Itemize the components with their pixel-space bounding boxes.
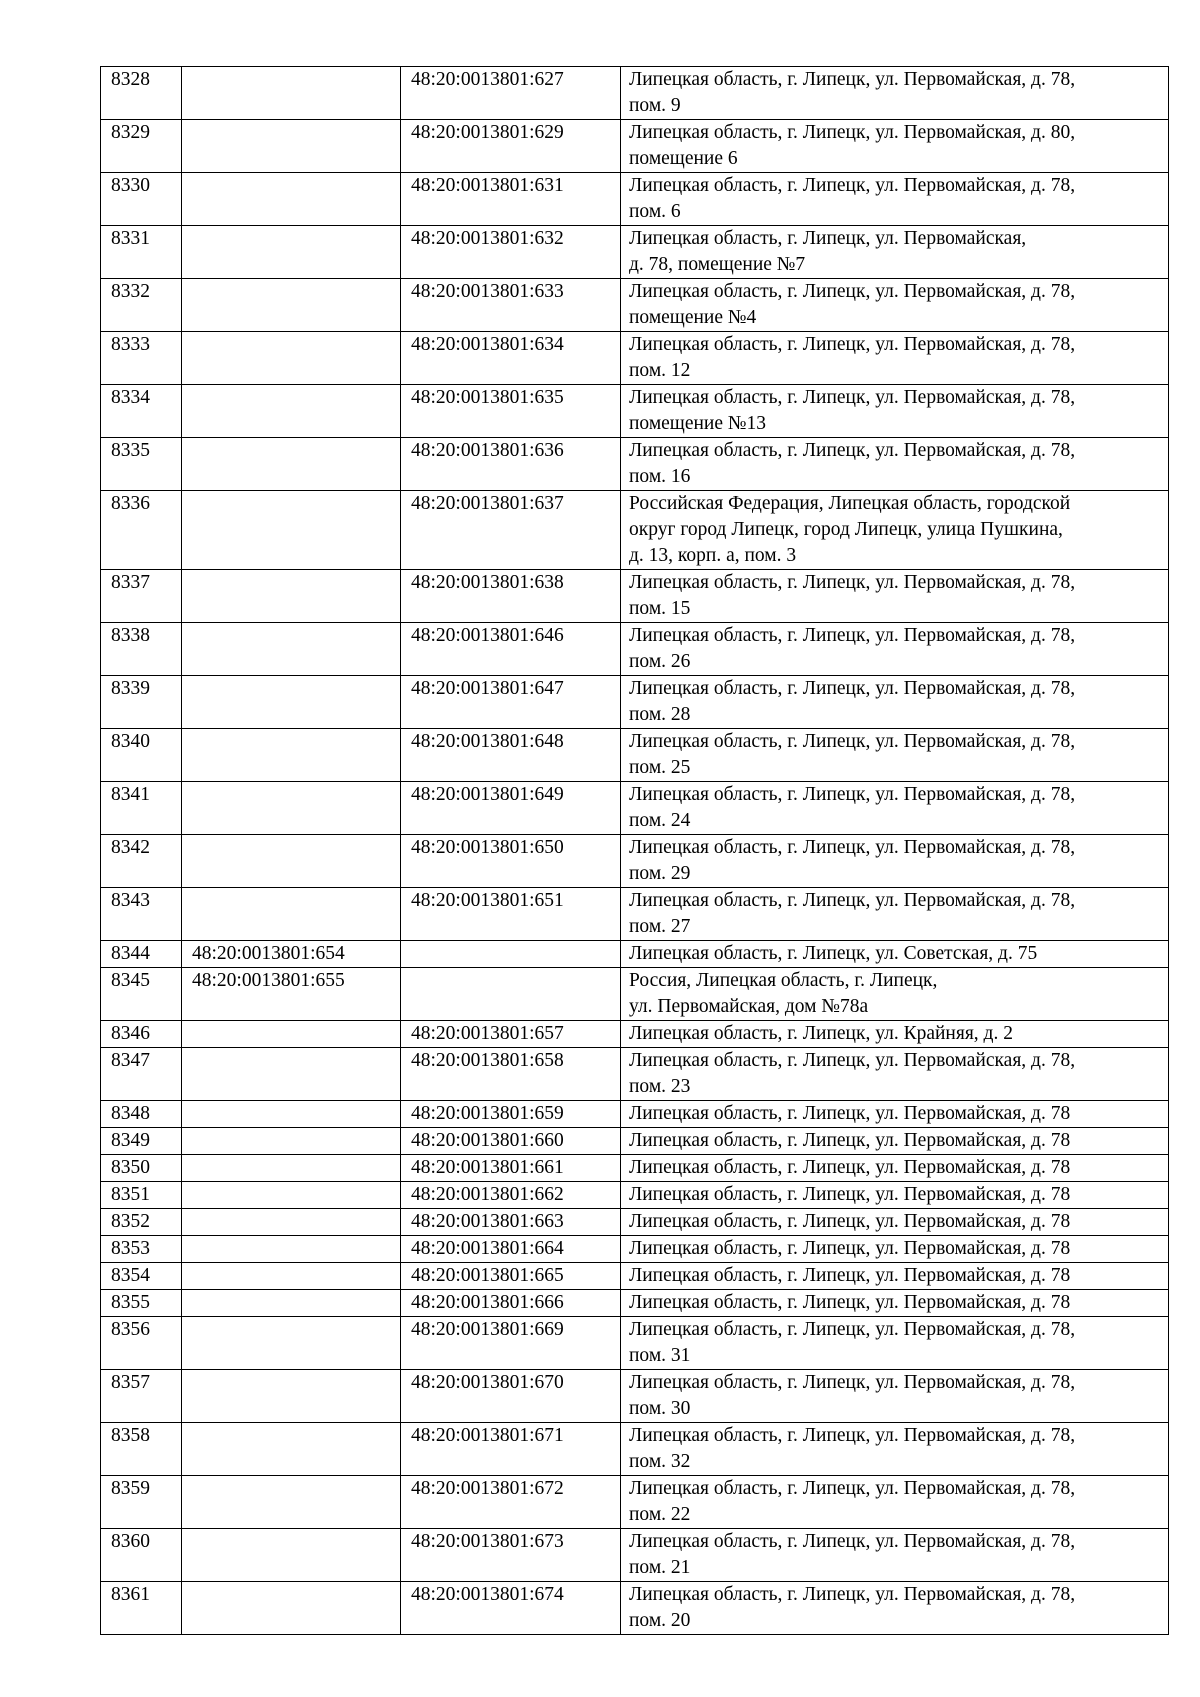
- cadastral-number-cell: 48:20:0013801:664: [401, 1236, 621, 1263]
- row-number-cell: 8334: [101, 385, 182, 438]
- table-row: [101, 67, 1169, 120]
- parcel-number-cell: [182, 1021, 401, 1048]
- cadastral-number-cell: 48:20:0013801:669: [401, 1317, 621, 1370]
- address-cell: Липецкая область, г. Липецк, ул. Первомайская, д. 78, пом. 22: [621, 1476, 1169, 1529]
- table-body: [101, 67, 1169, 1635]
- address-cell: Липецкая область, г. Липецк, ул. Первомайская, д. 78: [621, 1290, 1169, 1317]
- address-cell: Липецкая область, г. Липецк, ул. Первомайская, д. 78, пом. 30: [621, 1370, 1169, 1423]
- row-number-cell: 8347: [101, 1048, 182, 1101]
- parcel-number-cell: [182, 1209, 401, 1236]
- cadastral-number-cell: 48:20:0013801:632: [401, 226, 621, 279]
- row-number-cell: 8337: [101, 570, 182, 623]
- address-cell: Липецкая область, г. Липецк, ул. Первомайская, д. 78: [621, 1128, 1169, 1155]
- cadastral-number-cell: 48:20:0013801:671: [401, 1423, 621, 1476]
- cadastral-number-cell: 48:20:0013801:629: [401, 120, 621, 173]
- parcel-number-cell: [182, 67, 401, 120]
- parcel-number-cell: [182, 1236, 401, 1263]
- cadastral-number-cell: 48:20:0013801:649: [401, 782, 621, 835]
- parcel-number-cell: [182, 1048, 401, 1101]
- parcel-number-cell: [182, 438, 401, 491]
- table-row: [101, 385, 1169, 438]
- row-number-cell: 8338: [101, 623, 182, 676]
- address-cell: Липецкая область, г. Липецк, ул. Советская, д. 75: [621, 941, 1169, 968]
- row-number-cell: 8348: [101, 1101, 182, 1128]
- address-cell: Россия, Липецкая область, г. Липецк, ул. Первомайская, дом №78а: [621, 968, 1169, 1021]
- table-row: [101, 279, 1169, 332]
- row-number-cell: 8353: [101, 1236, 182, 1263]
- table-row: [101, 1476, 1169, 1529]
- address-cell: Липецкая область, г. Липецк, ул. Первомайская, д. 78: [621, 1182, 1169, 1209]
- parcel-number-cell: [182, 1317, 401, 1370]
- cadastral-number-cell: 48:20:0013801:647: [401, 676, 621, 729]
- address-cell: Липецкая область, г. Липецк, ул. Первомайская, д. 78, пом. 12: [621, 332, 1169, 385]
- cadastral-number-cell: 48:20:0013801:661: [401, 1155, 621, 1182]
- cadastral-number-cell: 48:20:0013801:651: [401, 888, 621, 941]
- parcel-number-cell: [182, 1263, 401, 1290]
- row-number-cell: 8351: [101, 1182, 182, 1209]
- address-cell: Липецкая область, г. Липецк, ул. Первомайская, д. 78, пом. 15: [621, 570, 1169, 623]
- cadastral-number-cell: 48:20:0013801:627: [401, 67, 621, 120]
- cadastral-number-cell: 48:20:0013801:659: [401, 1101, 621, 1128]
- parcel-number-cell: [182, 1101, 401, 1128]
- row-number-cell: 8361: [101, 1582, 182, 1635]
- row-number-cell: 8340: [101, 729, 182, 782]
- cadastral-number-cell: 48:20:0013801:662: [401, 1182, 621, 1209]
- row-number-cell: 8360: [101, 1529, 182, 1582]
- row-number-cell: 8330: [101, 173, 182, 226]
- address-cell: Липецкая область, г. Липецк, ул. Первомайская, д. 78, помещение №13: [621, 385, 1169, 438]
- address-cell: Липецкая область, г. Липецк, ул. Первомайская, д. 78: [621, 1263, 1169, 1290]
- address-cell: Липецкая область, г. Липецк, ул. Первомайская, д. 78, пом. 25: [621, 729, 1169, 782]
- parcel-number-cell: 48:20:0013801:654: [182, 941, 401, 968]
- row-number-cell: 8332: [101, 279, 182, 332]
- row-number-cell: 8346: [101, 1021, 182, 1048]
- parcel-number-cell: [182, 888, 401, 941]
- address-cell: Липецкая область, г. Липецк, ул. Первомайская, д. 78, помещение №4: [621, 279, 1169, 332]
- cadastral-number-cell: 48:20:0013801:650: [401, 835, 621, 888]
- row-number-cell: 8335: [101, 438, 182, 491]
- row-number-cell: 8343: [101, 888, 182, 941]
- address-cell: Липецкая область, г. Липецк, ул. Первомайская, д. 78: [621, 1236, 1169, 1263]
- cadastral-number-cell: 48:20:0013801:673: [401, 1529, 621, 1582]
- cadastral-number-cell: 48:20:0013801:657: [401, 1021, 621, 1048]
- row-number-cell: 8328: [101, 67, 182, 120]
- cadastral-number-cell: 48:20:0013801:674: [401, 1582, 621, 1635]
- table-row: [101, 570, 1169, 623]
- cadastral-number-cell: 48:20:0013801:658: [401, 1048, 621, 1101]
- cadastral-number-cell: 48:20:0013801:633: [401, 279, 621, 332]
- table-row: [101, 438, 1169, 491]
- table-row: [101, 1155, 1169, 1182]
- row-number-cell: 8344: [101, 941, 182, 968]
- cadastral-number-cell: 48:20:0013801:670: [401, 1370, 621, 1423]
- parcel-number-cell: [182, 332, 401, 385]
- table-row: [101, 968, 1169, 1021]
- parcel-number-cell: [182, 1423, 401, 1476]
- cadastral-number-cell: 48:20:0013801:648: [401, 729, 621, 782]
- row-number-cell: 8331: [101, 226, 182, 279]
- address-cell: Российская Федерация, Липецкая область, городской округ город Липецк, город Липецк, улица Пушкина, д. 13, корп. а, пом. 3: [621, 491, 1169, 570]
- row-number-cell: 8345: [101, 968, 182, 1021]
- row-number-cell: 8354: [101, 1263, 182, 1290]
- parcel-number-cell: [182, 729, 401, 782]
- cadastral-number-cell: [401, 968, 621, 1021]
- address-cell: Липецкая область, г. Липецк, ул. Первомайская, д. 78, пом. 6: [621, 173, 1169, 226]
- cadastral-number-cell: 48:20:0013801:635: [401, 385, 621, 438]
- parcel-number-cell: [182, 1290, 401, 1317]
- row-number-cell: 8352: [101, 1209, 182, 1236]
- cadastral-number-cell: 48:20:0013801:660: [401, 1128, 621, 1155]
- parcel-number-cell: [182, 279, 401, 332]
- row-number-cell: 8359: [101, 1476, 182, 1529]
- table-row: [101, 782, 1169, 835]
- cadastral-number-cell: 48:20:0013801:634: [401, 332, 621, 385]
- parcel-number-cell: [182, 676, 401, 729]
- parcel-number-cell: [182, 1582, 401, 1635]
- row-number-cell: 8358: [101, 1423, 182, 1476]
- address-cell: Липецкая область, г. Липецк, ул. Первомайская, д. 78, помещение №7: [621, 226, 1169, 279]
- table-row: [101, 1370, 1169, 1423]
- address-cell: Липецкая область, г. Липецк, ул. Первомайская, д. 78: [621, 1101, 1169, 1128]
- parcel-number-cell: [182, 1529, 401, 1582]
- address-cell: Липецкая область, г. Липецк, ул. Первомайская, д. 78: [621, 1209, 1169, 1236]
- table-row: [101, 1236, 1169, 1263]
- row-number-cell: 8349: [101, 1128, 182, 1155]
- parcel-number-cell: 48:20:0013801:655: [182, 968, 401, 1021]
- table-row: [101, 1182, 1169, 1209]
- address-cell: Липецкая область, г. Липецк, ул. Первомайская, д. 78, пом. 20: [621, 1582, 1169, 1635]
- table-row: [101, 1128, 1169, 1155]
- table-row: [101, 226, 1169, 279]
- table-row: [101, 1209, 1169, 1236]
- table-row: [101, 332, 1169, 385]
- cadastral-number-cell: 48:20:0013801:631: [401, 173, 621, 226]
- parcel-number-cell: [182, 491, 401, 570]
- parcel-number-cell: [182, 835, 401, 888]
- cadastral-number-cell: 48:20:0013801:663: [401, 1209, 621, 1236]
- address-cell: Липецкая область, г. Липецк, ул. Первомайская, д. 80, помещение 6: [621, 120, 1169, 173]
- address-cell: Липецкая область, г. Липецк, ул. Первомайская, д. 78, пом. 29: [621, 835, 1169, 888]
- table-row: [101, 1021, 1169, 1048]
- table-row: [101, 120, 1169, 173]
- table-row: [101, 491, 1169, 570]
- address-cell: Липецкая область, г. Липецк, ул. Первомайская, д. 78, пом. 31: [621, 1317, 1169, 1370]
- cadastral-number-cell: 48:20:0013801:666: [401, 1290, 621, 1317]
- parcel-number-cell: [182, 385, 401, 438]
- address-cell: Липецкая область, г. Липецк, ул. Первомайская, д. 78, пом. 9: [621, 67, 1169, 120]
- cadastral-number-cell: 48:20:0013801:638: [401, 570, 621, 623]
- table-row: [101, 1101, 1169, 1128]
- parcel-number-cell: [182, 120, 401, 173]
- cadastral-table: [100, 66, 1169, 1635]
- address-cell: Липецкая область, г. Липецк, ул. Первомайская, д. 78: [621, 1155, 1169, 1182]
- address-cell: Липецкая область, г. Липецк, ул. Первомайская, д. 78, пом. 26: [621, 623, 1169, 676]
- address-cell: Липецкая область, г. Липецк, ул. Первомайская, д. 78, пом. 28: [621, 676, 1169, 729]
- parcel-number-cell: [182, 623, 401, 676]
- table-row: [101, 1529, 1169, 1582]
- parcel-number-cell: [182, 1128, 401, 1155]
- table-row: [101, 1582, 1169, 1635]
- table-row: [101, 835, 1169, 888]
- row-number-cell: 8350: [101, 1155, 182, 1182]
- row-number-cell: 8356: [101, 1317, 182, 1370]
- parcel-number-cell: [182, 782, 401, 835]
- table-row: [101, 623, 1169, 676]
- table-row: [101, 1048, 1169, 1101]
- cadastral-number-cell: 48:20:0013801:665: [401, 1263, 621, 1290]
- table-row: [101, 676, 1169, 729]
- parcel-number-cell: [182, 226, 401, 279]
- parcel-number-cell: [182, 1370, 401, 1423]
- row-number-cell: 8341: [101, 782, 182, 835]
- parcel-number-cell: [182, 1182, 401, 1209]
- address-cell: Липецкая область, г. Липецк, ул. Первомайская, д. 78, пом. 24: [621, 782, 1169, 835]
- table-row: [101, 1263, 1169, 1290]
- address-cell: Липецкая область, г. Липецк, ул. Первомайская, д. 78, пом. 32: [621, 1423, 1169, 1476]
- row-number-cell: 8329: [101, 120, 182, 173]
- parcel-number-cell: [182, 173, 401, 226]
- parcel-number-cell: [182, 1476, 401, 1529]
- row-number-cell: 8339: [101, 676, 182, 729]
- row-number-cell: 8355: [101, 1290, 182, 1317]
- cadastral-number-cell: 48:20:0013801:672: [401, 1476, 621, 1529]
- table-row: [101, 173, 1169, 226]
- row-number-cell: 8342: [101, 835, 182, 888]
- cadastral-number-cell: 48:20:0013801:646: [401, 623, 621, 676]
- table-row: [101, 888, 1169, 941]
- parcel-number-cell: [182, 1155, 401, 1182]
- table-row: [101, 1290, 1169, 1317]
- address-cell: Липецкая область, г. Липецк, ул. Первомайская, д. 78, пом. 16: [621, 438, 1169, 491]
- table-row: [101, 941, 1169, 968]
- cadastral-number-cell: 48:20:0013801:636: [401, 438, 621, 491]
- parcel-number-cell: [182, 570, 401, 623]
- address-cell: Липецкая область, г. Липецк, ул. Крайняя, д. 2: [621, 1021, 1169, 1048]
- address-cell: Липецкая область, г. Липецк, ул. Первомайская, д. 78, пом. 27: [621, 888, 1169, 941]
- cadastral-number-cell: 48:20:0013801:637: [401, 491, 621, 570]
- address-cell: Липецкая область, г. Липецк, ул. Первомайская, д. 78, пом. 23: [621, 1048, 1169, 1101]
- table-row: [101, 1317, 1169, 1370]
- row-number-cell: 8357: [101, 1370, 182, 1423]
- row-number-cell: 8333: [101, 332, 182, 385]
- address-cell: Липецкая область, г. Липецк, ул. Первомайская, д. 78, пом. 21: [621, 1529, 1169, 1582]
- cadastral-number-cell: [401, 941, 621, 968]
- row-number-cell: 8336: [101, 491, 182, 570]
- table-row: [101, 729, 1169, 782]
- table-row: [101, 1423, 1169, 1476]
